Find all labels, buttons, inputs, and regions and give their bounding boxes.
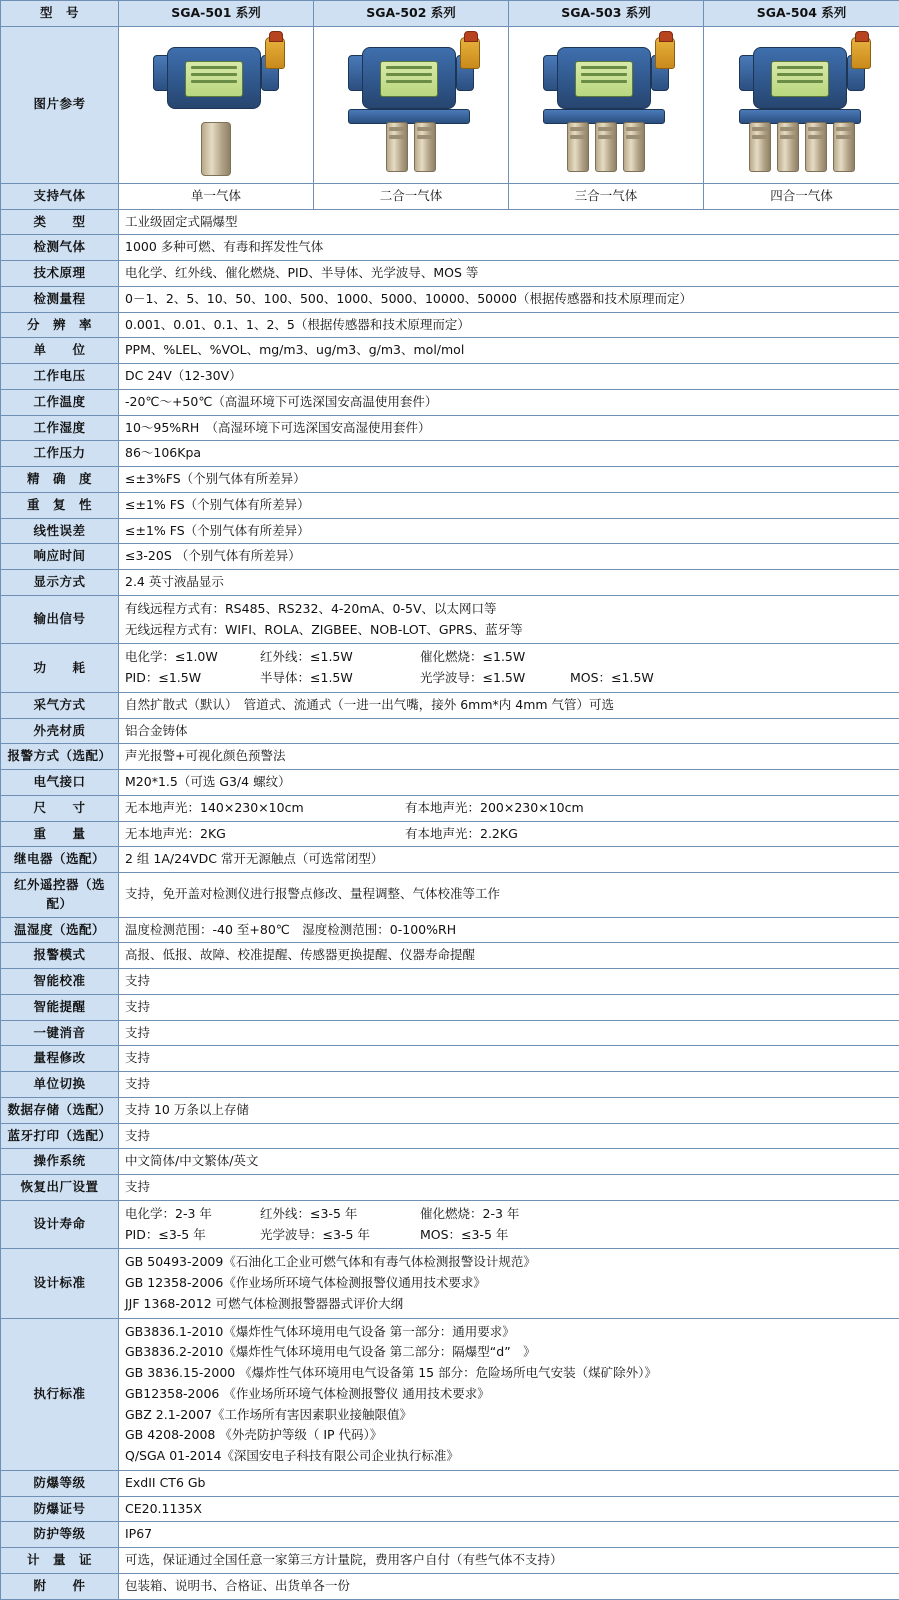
row-value-design-lifetime: [119, 1200, 899, 1249]
power-echem-value: ≤1.0W: [175, 649, 218, 664]
power-catalytic-value: ≤1.5W: [483, 649, 526, 664]
table-row-ex-cert: [1, 1496, 899, 1522]
power-catalytic-label: 催化燃烧：: [420, 649, 483, 664]
row-label-display: 显示方式: [1, 570, 119, 596]
exec-standard-line: GBZ 2.1-2007《工作场所有害因素职业接触限值》: [125, 1405, 893, 1426]
table-row-unit-switch: [1, 1072, 899, 1098]
lifetime-ir-value: ≤3-5 年: [310, 1206, 357, 1221]
row-value-weight: [119, 821, 899, 847]
lifetime-optical-value: ≤3-5 年: [323, 1227, 370, 1242]
power-line-1: [125, 647, 893, 668]
row-value-temperature: -20℃～+50℃（高温环境下可选深国安高温使用套件）: [119, 389, 899, 415]
row-label-relay: 继电器（选配）: [1, 847, 119, 873]
power-mos-label: MOS：: [570, 670, 611, 685]
power-semiconductor-value: ≤1.5W: [310, 670, 353, 685]
alarm-lamp-icon: [851, 37, 871, 69]
table-row-metering-cert: [1, 1548, 899, 1574]
table-row-smart-reminder: [1, 994, 899, 1020]
row-value-bluetooth-print: 支持: [119, 1123, 899, 1149]
row-value-unit-switch: 支持: [119, 1072, 899, 1098]
row-value-range-modify: 支持: [119, 1046, 899, 1072]
table-row-sampling: [1, 692, 899, 718]
row-label-pressure: 工作压力: [1, 441, 119, 467]
row-value-alarm-mode: 高报、低报、故障、校准提醒、传感器更换提醒、仪器寿命提醒: [119, 943, 899, 969]
row-value-resolution: 0.001、0.01、0.1、1、2、5（根据传感器和技术原理而定）: [119, 312, 899, 338]
device-display: [575, 61, 633, 97]
table-row-exec-standard: [1, 1318, 899, 1470]
device-display: [380, 61, 438, 97]
row-label-ex-rating: 防爆等级: [1, 1470, 119, 1496]
lifetime-optical-label: 光学波导：: [260, 1227, 323, 1242]
table-row-model: [1, 1, 899, 27]
table-row-resolution: [1, 312, 899, 338]
lifetime-pid-label: PID：: [125, 1227, 158, 1242]
row-label-unit: 单 位: [1, 338, 119, 364]
row-value-voltage: DC 24V（12-30V）: [119, 364, 899, 390]
row-label-ir-remote: 红外遥控器（选配）: [1, 873, 119, 918]
table-row-size: [1, 795, 899, 821]
device-display: [771, 61, 829, 97]
power-line-2: [125, 668, 893, 689]
row-label-one-key-mute: 一键消音: [1, 1020, 119, 1046]
row-value-shell-material: 铝合金铸体: [119, 718, 899, 744]
lifetime-echem-value: 2-3 年: [175, 1206, 212, 1221]
lifetime-echem-label: 电化学：: [125, 1206, 175, 1221]
table-row-output-signal: [1, 595, 899, 644]
model-502: SGA-502 系列: [314, 1, 509, 27]
row-label-linearity: 线性误差: [1, 518, 119, 544]
probe: [414, 122, 436, 172]
design-standard-line: GB 50493-2009《石油化工企业可燃气体和有毒气体检测报警设计规范》: [125, 1252, 893, 1273]
product-image-503: [509, 26, 704, 183]
lifetime-line-2: [125, 1225, 893, 1246]
table-row-os: [1, 1149, 899, 1175]
row-value-design-standard: [119, 1249, 899, 1318]
row-value-type: 工业级固定式隔爆型: [119, 209, 899, 235]
row-label-alarm-method: 报警方式（选配）: [1, 744, 119, 770]
lifetime-catalytic-label: 催化燃烧：: [420, 1206, 483, 1221]
table-row-design-standard: [1, 1249, 899, 1318]
row-value-humidity: 10～95%RH （高湿环境下可选深国安高湿使用套件）: [119, 415, 899, 441]
row-value-unit: PPM、%LEL、%VOL、mg/m3、ug/m3、g/m3、mol/mol: [119, 338, 899, 364]
row-label-factory-reset: 恢复出厂设置: [1, 1175, 119, 1201]
exec-standard-line: GB12358-2006 《作业场所环境气体检测报警仪 通用技术要求》: [125, 1384, 893, 1405]
table-row-electrical-interface: [1, 770, 899, 796]
row-label-temperature: 工作温度: [1, 389, 119, 415]
lifetime-catalytic-value: 2-3 年: [483, 1206, 520, 1221]
row-label-ex-cert: 防爆证号: [1, 1496, 119, 1522]
row-label-resolution: 分 辨 率: [1, 312, 119, 338]
product-image-502: [314, 26, 509, 183]
row-label-smart-reminder: 智能提醒: [1, 994, 119, 1020]
table-row-type: [1, 209, 899, 235]
row-label-weight: 重 量: [1, 821, 119, 847]
table-row-power: [1, 644, 899, 693]
row-label-design-standard: 设计标准: [1, 1249, 119, 1318]
row-label-unit-switch: 单位切换: [1, 1072, 119, 1098]
probe: [805, 122, 827, 172]
table-row-tech-principle: [1, 261, 899, 287]
power-ir-label: 红外线：: [260, 649, 310, 664]
row-value-pressure: 86～106Kpa: [119, 441, 899, 467]
table-row-images: [1, 26, 899, 183]
power-pid-value: ≤1.5W: [158, 670, 201, 685]
row-value-accessories: 包装箱、说明书、合格证、出货单各一份: [119, 1573, 899, 1599]
table-row-one-key-mute: [1, 1020, 899, 1046]
row-value-metering-cert: 可选，保证通过全国任意一家第三方计量院，费用客户自付（有些气体不支持）: [119, 1548, 899, 1574]
row-value-output-signal: [119, 595, 899, 644]
power-ir-value: ≤1.5W: [310, 649, 353, 664]
table-row-ip-rating: [1, 1522, 899, 1548]
row-value-ip-rating: IP67: [119, 1522, 899, 1548]
lifetime-line-1: [125, 1204, 893, 1225]
row-label-tech-principle: 技术原理: [1, 261, 119, 287]
row-label-alarm-mode: 报警模式: [1, 943, 119, 969]
table-row-temp-humidity-option: [1, 917, 899, 943]
model-504: SGA-504 系列: [704, 1, 899, 27]
table-row-alarm-mode: [1, 943, 899, 969]
probe: [623, 122, 645, 172]
row-label-repeatability: 重 复 性: [1, 492, 119, 518]
row-value-electrical-interface: M20*1.5（可选 G3/4 螺纹）: [119, 770, 899, 796]
product-image-501: [119, 26, 314, 183]
row-value-exec-standard: [119, 1318, 899, 1470]
table-row-ir-remote: [1, 873, 899, 918]
table-row-humidity: [1, 415, 899, 441]
row-label-voltage: 工作电压: [1, 364, 119, 390]
table-row-supported-gas: [1, 183, 899, 209]
power-pid-label: PID：: [125, 670, 158, 685]
probe: [777, 122, 799, 172]
power-echem-label: 电化学：: [125, 649, 175, 664]
table-row-voltage: [1, 364, 899, 390]
row-value-os: 中文简体/中文繁体/英文: [119, 1149, 899, 1175]
row-label-design-lifetime: 设计寿命: [1, 1200, 119, 1249]
exec-standard-line: GB3836.1-2010《爆炸性气体环境用电气设备 第一部分：通用要求》: [125, 1322, 893, 1343]
supported-gas-502: 二合一气体: [314, 183, 509, 209]
row-label-temp-humidity-option: 温湿度（选配）: [1, 917, 119, 943]
row-value-data-storage: 支持 10 万条以上存储: [119, 1097, 899, 1123]
row-label-detect-gas: 检测气体: [1, 235, 119, 261]
row-value-range: 0－1、2、5、10、50、100、500、1000、5000、10000、50000（根据传感器和技术原理而定）: [119, 286, 899, 312]
table-row-ex-rating: [1, 1470, 899, 1496]
device-probes-2: [336, 122, 486, 172]
alarm-lamp-icon: [460, 37, 480, 69]
table-row-data-storage: [1, 1097, 899, 1123]
row-label-accessories: 附 件: [1, 1573, 119, 1599]
row-value-smart-reminder: 支持: [119, 994, 899, 1020]
row-label-smart-calibration: 智能校准: [1, 969, 119, 995]
probe: [567, 122, 589, 172]
row-label-supported-gas: 支持气体: [1, 183, 119, 209]
table-row-shell-material: [1, 718, 899, 744]
row-value-response-time: ≤3-20S （个别气体有所差异）: [119, 544, 899, 570]
table-row-accessories: [1, 1573, 899, 1599]
exec-standard-line: GB 4208-2008 《外壳防护等级（ IP 代码）》: [125, 1425, 893, 1446]
table-row-repeatability: [1, 492, 899, 518]
row-label-model: 型 号: [1, 1, 119, 27]
table-row-detect-gas: [1, 235, 899, 261]
table-row-bluetooth-print: [1, 1123, 899, 1149]
device-probes-1: [141, 122, 291, 176]
power-mos-value: ≤1.5W: [611, 670, 654, 685]
table-row-design-lifetime: [1, 1200, 899, 1249]
output-signal-wireless: 无线远程方式有：WIFI、ROLA、ZIGBEE、NOB-LOT、GPRS、蓝牙等: [125, 620, 893, 641]
lifetime-pid-value: ≤3-5 年: [158, 1227, 205, 1242]
row-label-bluetooth-print: 蓝牙打印（选配）: [1, 1123, 119, 1149]
weight-with-alarm: 有本地声光：2.2KG: [405, 825, 518, 844]
probe: [749, 122, 771, 172]
table-row-alarm-method: [1, 744, 899, 770]
lifetime-mos-label: MOS：: [420, 1227, 461, 1242]
row-value-ex-rating: ExdII CT6 Gb: [119, 1470, 899, 1496]
row-value-one-key-mute: 支持: [119, 1020, 899, 1046]
row-value-ir-remote: 支持，免开盖对检测仪进行报警点修改、量程调整、气体校准等工作: [119, 873, 899, 918]
row-label-image-reference: 图片参考: [1, 26, 119, 183]
table-row-factory-reset: [1, 1175, 899, 1201]
power-semiconductor-label: 半导体：: [260, 670, 310, 685]
row-label-sampling: 采气方式: [1, 692, 119, 718]
row-label-data-storage: 数据存储（选配）: [1, 1097, 119, 1123]
model-503: SGA-503 系列: [509, 1, 704, 27]
supported-gas-501: 单一气体: [119, 183, 314, 209]
size-without-alarm: 无本地声光：140×230×10cm: [125, 799, 405, 818]
row-value-temp-humidity-option: 温度检测范围：-40 至+80℃ 湿度检测范围：0-100%RH: [119, 917, 899, 943]
row-value-accuracy: ≤±3%FS（个别气体有所差异）: [119, 467, 899, 493]
design-standard-line: GB 12358-2006《作业场所环境气体检测报警仪通用技术要求》: [125, 1273, 893, 1294]
exec-standard-line: GB3836.2-2010《爆炸性气体环境用电气设备 第二部分：隔爆型“d” 》: [125, 1342, 893, 1363]
row-value-ex-cert: CE20.1135X: [119, 1496, 899, 1522]
row-value-detect-gas: 1000 多种可燃、有毒和挥发性气体: [119, 235, 899, 261]
exec-standard-line: GB 3836.15-2000 《爆炸性气体环境用电气设备第 15 部分：危险场所电气安装（煤矿除外）》: [125, 1363, 893, 1384]
design-standard-line: JJF 1368-2012 可燃气体检测报警器器式评价大纲: [125, 1294, 893, 1315]
row-label-range-modify: 量程修改: [1, 1046, 119, 1072]
exec-standard-line: Q/SGA 01-2014《深国安电子科技有限公司企业执行标准》: [125, 1446, 893, 1467]
table-row-range-modify: [1, 1046, 899, 1072]
device-probes-3: [531, 122, 681, 172]
row-label-electrical-interface: 电气接口: [1, 770, 119, 796]
row-label-shell-material: 外壳材质: [1, 718, 119, 744]
row-label-power: 功 耗: [1, 644, 119, 693]
row-value-repeatability: ≤±1% FS（个别气体有所差异）: [119, 492, 899, 518]
alarm-lamp-icon: [655, 37, 675, 69]
power-optical-label: 光学波导：: [420, 670, 483, 685]
probe: [833, 122, 855, 172]
lifetime-ir-label: 红外线：: [260, 1206, 310, 1221]
row-value-power: [119, 644, 899, 693]
row-value-display: 2.4 英寸液晶显示: [119, 570, 899, 596]
table-row-response-time: [1, 544, 899, 570]
row-label-output-signal: 输出信号: [1, 595, 119, 644]
table-row-range: [1, 286, 899, 312]
row-label-ip-rating: 防护等级: [1, 1522, 119, 1548]
row-value-relay: 2 组 1A/24VDC 常开无源触点（可选常闭型）: [119, 847, 899, 873]
supported-gas-504: 四合一气体: [704, 183, 899, 209]
row-label-size: 尺 寸: [1, 795, 119, 821]
power-optical-value: ≤1.5W: [483, 670, 526, 685]
row-value-factory-reset: 支持: [119, 1175, 899, 1201]
supported-gas-503: 三合一气体: [509, 183, 704, 209]
product-image-504: [704, 26, 899, 183]
table-row-relay: [1, 847, 899, 873]
model-501: SGA-501 系列: [119, 1, 314, 27]
table-row-linearity: [1, 518, 899, 544]
row-value-smart-calibration: 支持: [119, 969, 899, 995]
lifetime-mos-value: ≤3-5 年: [461, 1227, 508, 1242]
table-row-accuracy: [1, 467, 899, 493]
size-with-alarm: 有本地声光：200×230×10cm: [405, 799, 584, 818]
probe: [386, 122, 408, 172]
row-label-response-time: 响应时间: [1, 544, 119, 570]
row-value-linearity: ≤±1% FS（个别气体有所差异）: [119, 518, 899, 544]
table-row-pressure: [1, 441, 899, 467]
alarm-lamp-icon: [265, 37, 285, 69]
row-value-size: [119, 795, 899, 821]
table-row-weight: [1, 821, 899, 847]
table-row-smart-calibration: [1, 969, 899, 995]
row-label-accuracy: 精 确 度: [1, 467, 119, 493]
probe: [201, 122, 231, 176]
table-row-unit: [1, 338, 899, 364]
row-label-os: 操作系统: [1, 1149, 119, 1175]
device-probes-4: [727, 122, 877, 172]
row-label-type: 类 型: [1, 209, 119, 235]
row-value-tech-principle: 电化学、红外线、催化燃烧、PID、半导体、光学波导、MOS 等: [119, 261, 899, 287]
row-label-metering-cert: 计 量 证: [1, 1548, 119, 1574]
probe: [595, 122, 617, 172]
row-value-sampling: 自然扩散式（默认） 管道式、流通式（一进一出气嘴，接外 6mm*内 4mm 气管）可选: [119, 692, 899, 718]
output-signal-wired: 有线远程方式有：RS485、RS232、4-20mA、0-5V、以太网口等: [125, 599, 893, 620]
row-label-range: 检测量程: [1, 286, 119, 312]
row-label-humidity: 工作湿度: [1, 415, 119, 441]
weight-without-alarm: 无本地声光：2KG: [125, 825, 405, 844]
row-value-alarm-method: 声光报警+可视化颜色预警法: [119, 744, 899, 770]
row-label-exec-standard: 执行标准: [1, 1318, 119, 1470]
device-display: [185, 61, 243, 97]
table-row-temperature: [1, 389, 899, 415]
table-row-display: [1, 570, 899, 596]
